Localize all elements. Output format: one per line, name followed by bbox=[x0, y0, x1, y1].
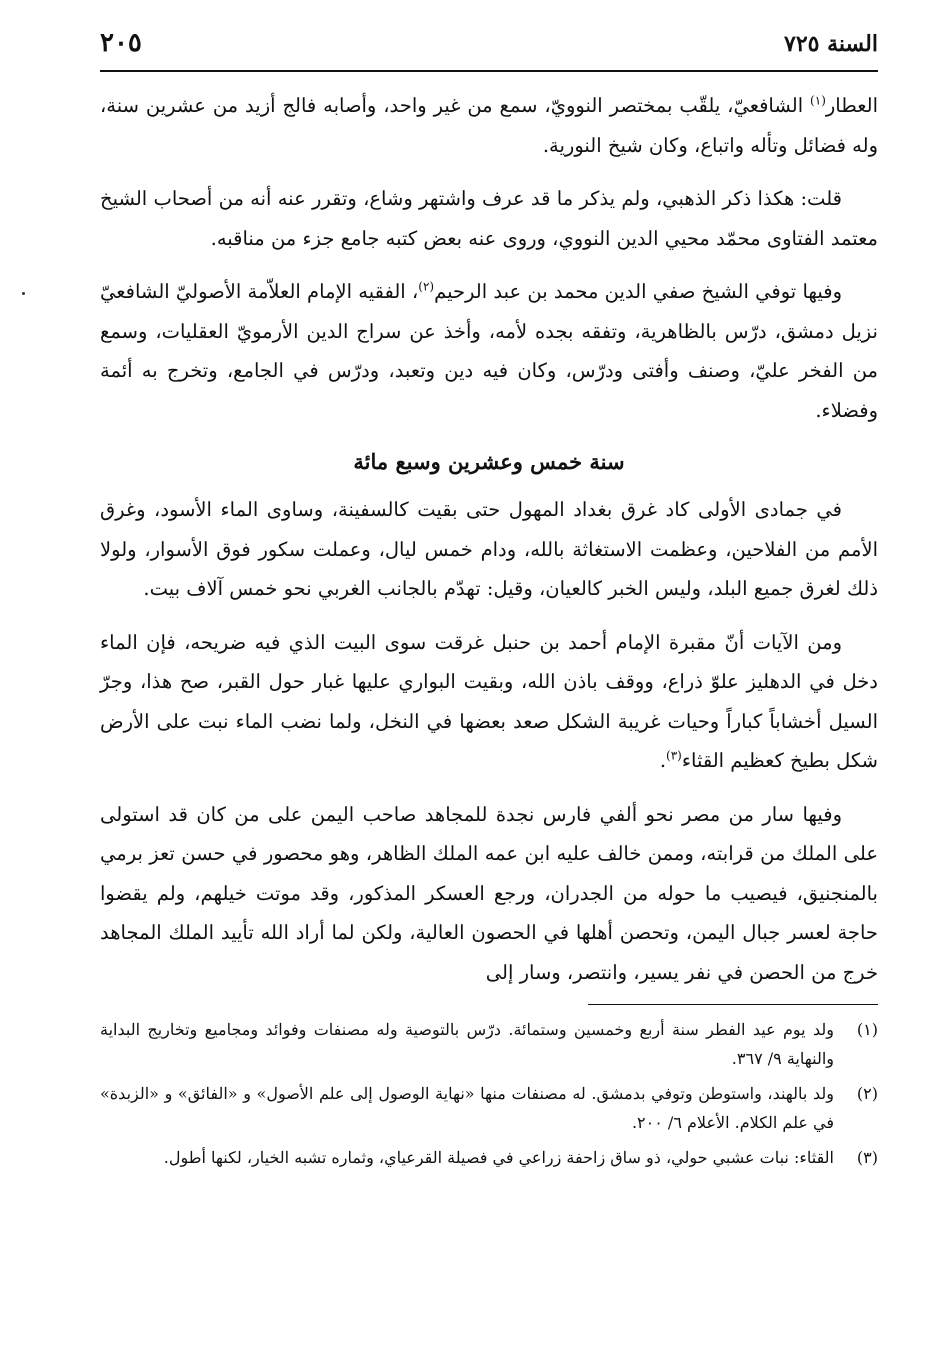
footnote-2-text: ولد بالهند، واستوطن وتوفي بدمشق. له مصنفات منها «نهاية الوصول إلى علم الأصول» و «الفائق» و «الزبدة» في علم الكلام. الأعلام ٦/ ٢٠٠. bbox=[100, 1084, 834, 1132]
footnote-ref-1: (١) bbox=[810, 93, 826, 108]
section-heading: سنة خمس وعشرين وسبع مائة bbox=[353, 449, 625, 474]
footnote-2-number: (٢) bbox=[856, 1084, 878, 1103]
paragraph-2: قلت: هكذا ذكر الذهبي، ولم يذكر ما قد عرف واشتهر وشاع، وتقرر عنه أنه من أصحاب الشيخ معتمد الفتاوى محمّد محيي الدين النووي، وروى عنه بعض كتبه جامع جزء من مناقبه. bbox=[100, 187, 878, 250]
book-page bbox=[100, 28, 878, 1178]
paragraph-5-start: ومن الآيات أنّ مقبرة الإمام أحمد بن حنبل غرقت سوى البيت الذي فيه ضريحه، فإن الماء دخل في الدهليز علوّ ذراع، ووقف باذن الله، وبقيت البواري عليها غبار حول القبر، صح هذا، وجرّ السيل أخشاباً كباراً وحيات غريبة الشكل صعد بعضها في النخل، ولما نضب الماء نبت على الأرض شكل بطيخ كعظيم القثاء bbox=[100, 630, 878, 772]
paragraph-1-end: الشافعيّ، يلقّب بمختصر النوويّ، سمع من غير واحد، وأصابه فالج أزيد من عشرين سنة، وله فضائل وتأله واتباع، وكان شيخ النورية. bbox=[100, 94, 878, 157]
page-number: ٢٠٥ bbox=[100, 28, 142, 58]
paragraph-3-start: وفيها توفي الشيخ صفي الدين محمد بن عبد الرحيم bbox=[434, 280, 842, 303]
main-text bbox=[100, 86, 878, 992]
footnote-3 bbox=[100, 1143, 878, 1172]
paragraph-4: في جمادى الأولى كاد غرق بغداد المهول حتى بقيت كالسفينة، وساوى الماء الأسود، وغرق الأمم من الفلاحين، وعظمت الاستغاثة بالله، ودام خمس ليال، وعملت سكور فوق الأسوار، ولولا ذلك لغرق جميع البلد، وليس الخبر كالعيان، وقيل: تهدّم بالجانب الغربي نحو خمس آلاف بيت. bbox=[100, 498, 878, 600]
paragraph-1-start: العطار bbox=[825, 94, 878, 117]
footnote-1-number: (١) bbox=[856, 1020, 878, 1039]
running-title: السنة ٧٢٥ bbox=[784, 31, 878, 57]
paragraph-3 bbox=[100, 272, 878, 430]
paragraph-6: وفيها سار من مصر نحو ألفي فارس نجدة للمجاهد صاحب اليمن على من كان قد استولى على الملك من قرابته، وممن خالف عليه ابن عمه الملك الظاهر، وهو محصور في حسن تعز برمي بالمنجنيق، فيصيب ما حوله من الجدران، ورجع العسكر المذكور، وقد موتت خيلهم، ولم يقضوا حاجة لعسر جبال اليمن، وتحصن أهلها في الحصون العالية، ولكن لما أراد الله تأييد الملك المجاهد خرج من الحصن في نفر يسير، وانتصر، وسار إلى bbox=[100, 802, 878, 984]
footnote-divider bbox=[588, 1004, 878, 1005]
paragraph-5-end: . bbox=[659, 749, 667, 772]
footnotes bbox=[100, 1015, 878, 1172]
scan-speck bbox=[22, 292, 25, 295]
footnote-2 bbox=[100, 1079, 878, 1137]
page-header bbox=[100, 28, 878, 72]
paragraph-5 bbox=[100, 623, 878, 781]
paragraph-3-end: ، الفقيه الإمام العلاّمة الأصوليّ الشافعيّ نزيل دمشق، درّس بالظاهرية، وتفقه بجده لأمه، وأخذ عن سراج الدين الأرمويّ العقليات، وسمع من الفخر عليّ، وصنف وأفتى ودرّس، وكان فيه دين وتعبد، ودرّس في الجامع، وتخرج به أئمة وفضلاء. bbox=[100, 280, 878, 422]
footnote-1 bbox=[100, 1015, 878, 1073]
footnote-1-text: ولد يوم عيد الفطر سنة أربع وخمسين وستمائة. درّس بالتوصية وله مصنفات وفوائد ومجاميع وتخاريج البداية والنهاية ٩/ ٣٦٧. bbox=[100, 1020, 834, 1068]
footnote-ref-2: (٢) bbox=[418, 279, 435, 294]
paragraph-1 bbox=[100, 86, 878, 165]
footnote-3-number: (٣) bbox=[856, 1148, 878, 1167]
footnote-3-text: القثاء: نبات عشبي حولي، ذو ساق زاحفة زراعي في فصيلة القرعياي، وثماره تشبه الخيار، لكنها أطول. bbox=[163, 1148, 834, 1167]
footnote-ref-3: (٣) bbox=[666, 748, 682, 763]
